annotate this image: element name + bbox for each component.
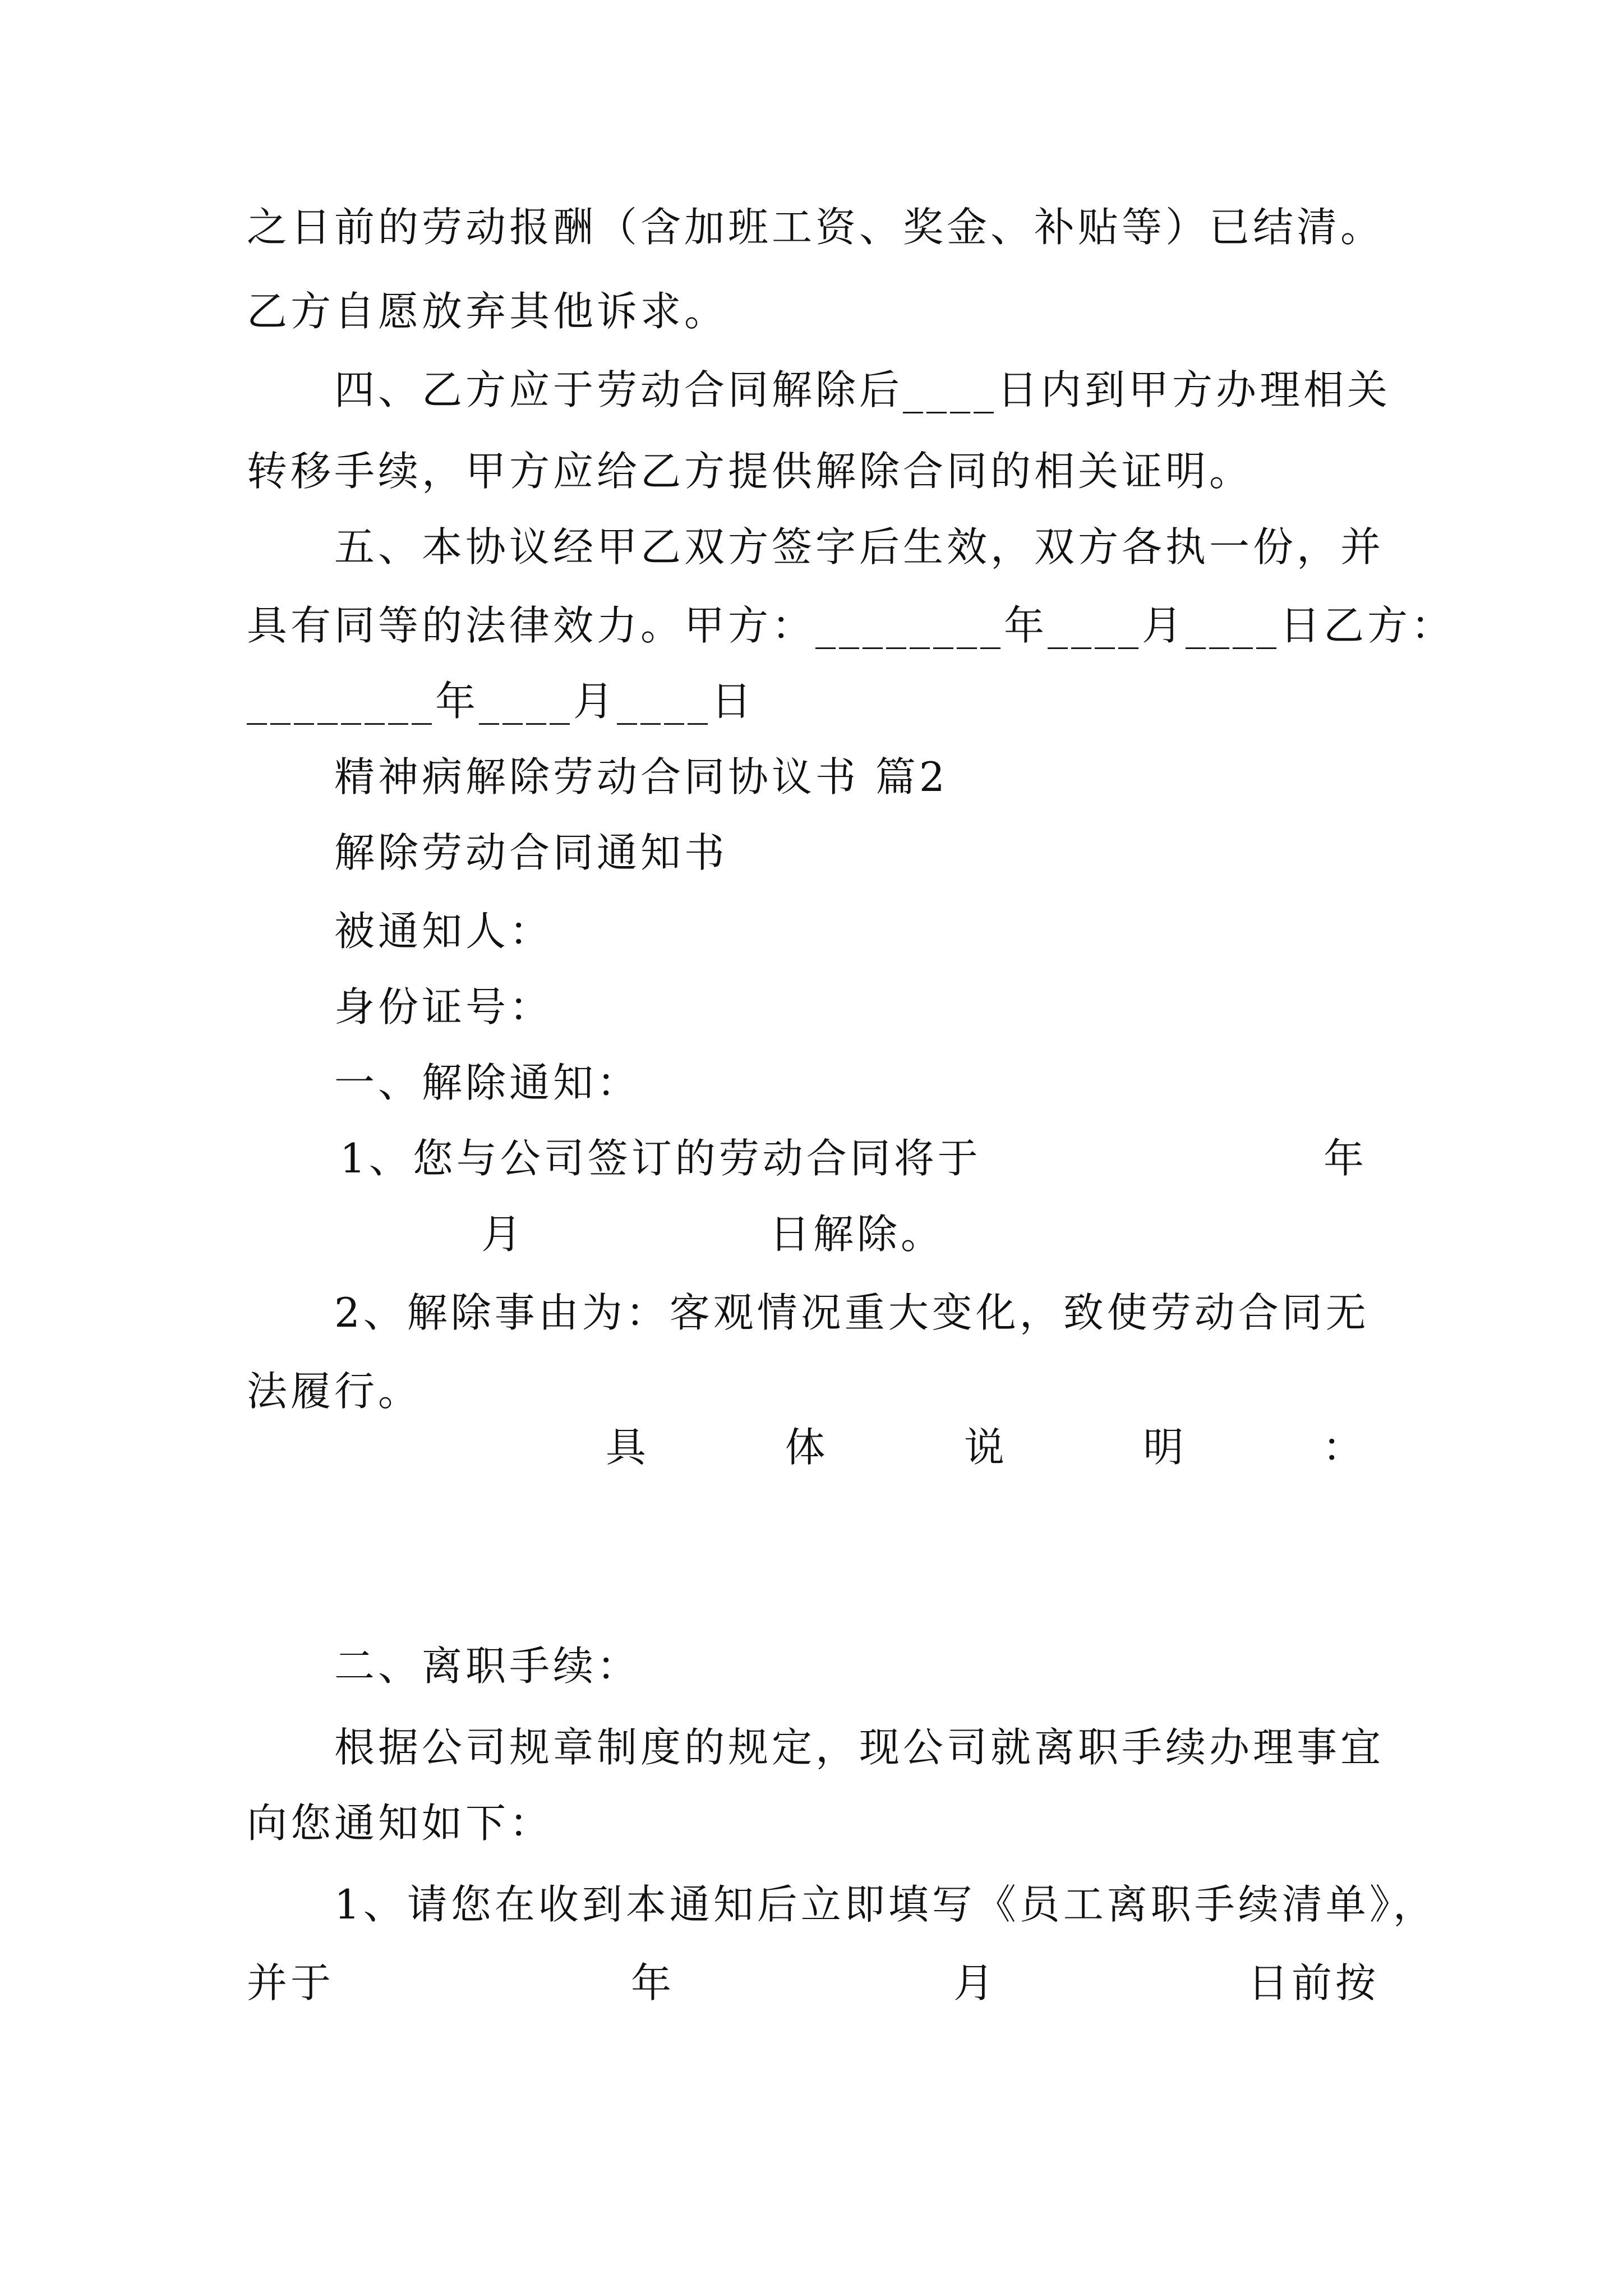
paragraph-line: 乙方自愿放弃其他诉求。 [247,288,728,335]
paragraph-line: 1、请您在收到本通知后立即填写《员工离职手续清单》， [334,1881,1437,1928]
clause-four-line: 四、乙方应于劳动合同解除后____日内到甲方办理相关 [334,366,1391,413]
signature-date-line: ________年____月____日 [247,678,755,725]
section-one-heading: 一、解除通知： [334,1059,641,1106]
month-label: 月 [953,1959,998,2007]
month-label: 月 [481,1211,525,1258]
clause-five-line: 五、本协议经甲乙双方签字后生效，双方各执一份，并 [334,523,1385,570]
spread-char: 体 [785,1424,826,1471]
spread-char: 说 [963,1424,1004,1471]
notified-person-label: 被通知人： [334,908,554,955]
reason-line: 2、解除事由为：客观情况重大变化，致使劳动合同无 [334,1289,1370,1336]
id-number-label: 身份证号： [334,983,554,1030]
paragraph-line: 向您通知如下： [247,1800,554,1847]
paragraph-line: 之日前的劳动报酬（含加班工资、奖金、补贴等）已结清。 [247,204,1385,251]
day-label: 日解除。 [769,1211,945,1258]
termination-date-line: 1、您与公司签订的劳动合同将于 [340,1135,981,1182]
notice-title: 解除劳动合同通知书 [334,829,728,876]
paragraph-line: 法履行。 [247,1368,422,1415]
before-date-line: 并于 [247,1959,335,2007]
section-two-heading: 二、离职手续： [334,1642,641,1690]
day-before-label: 日前按 [1248,1959,1380,2007]
spread-char: 具 [606,1424,647,1471]
specific-explanation-label [606,1419,1363,1475]
paragraph-line: 根据公司规章制度的规定，现公司就离职手续办理事宜 [334,1724,1385,1771]
spread-char: ： [1322,1424,1363,1471]
signature-line: 具有同等的法律效力。甲方：________年____月____日乙方： [247,602,1455,649]
year-label: 年 [1324,1135,1368,1182]
section-heading: 精神病解除劳动合同协议书 篇2 [334,753,948,800]
spread-char: 明 [1143,1424,1184,1471]
year-label: 年 [631,1959,675,2007]
paragraph-line: 转移手续，甲方应给乙方提供解除合同的相关证明。 [247,448,1253,495]
